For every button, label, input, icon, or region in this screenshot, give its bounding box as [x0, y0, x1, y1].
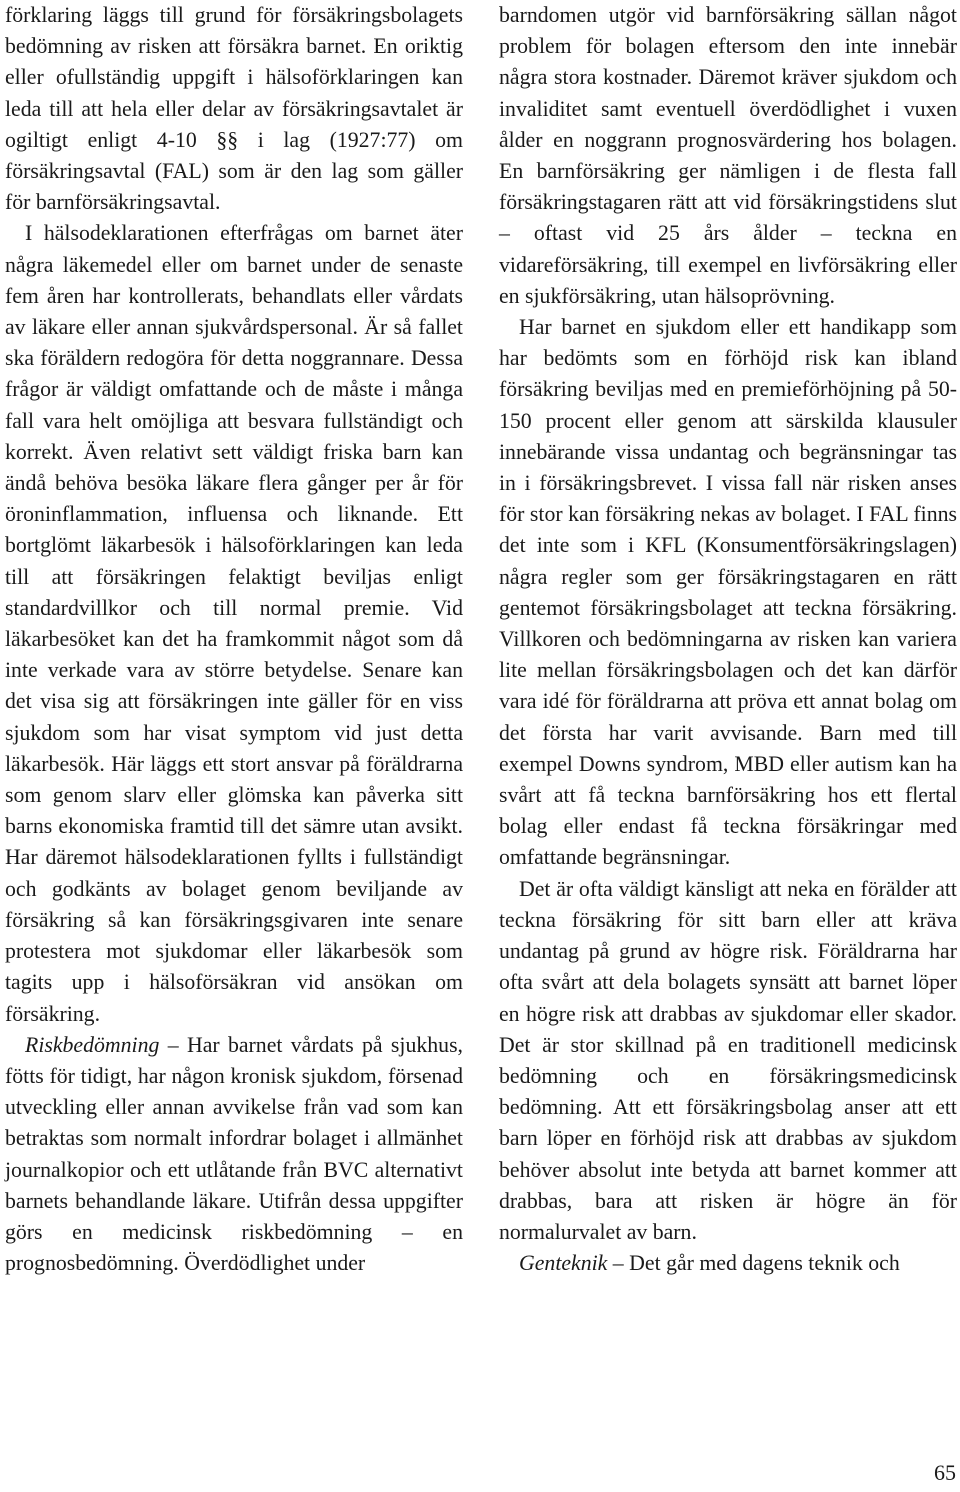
- paragraph-disease-handicap: Har barnet en sjukdom eller ett handikapp som har bedömts som en förhöjd risk kan ibland försäkring beviljas med en premieförhöjning på 50-150 procent eller genom att särskilda klausuler innebärande vissa undantag och begränsningar tas in i försäkringsbrevet. I vissa fall när risken anses för stor kan försäkring nekas av bolaget. I FAL finns det inte som i KFL (Konsumentförsäkringslagen) några regler som ger försäkringstagaren en rätt gentemot försäkringsbolaget att teckna försäkring. Villkoren och bedömningarna av risken kan variera lite mellan försäkringsbolagen och det kan därför vara idé för föräldrarna att pröva ett annat bolag om det första har varit avvisande. Barn med till exempel Downs syndrom, MBD eller autism kan ha svårt att få teckna barnförsäkring hos ett flertal bolag eller endast få teckna försäkringar med omfattande begränsningar.: [499, 315, 957, 870]
- paragraph-health-declaration-intro: förklaring läggs till grund för försäkringsbolagets bedömning av risken att försäkra barnet. En oriktig eller ofullständig uppgift i hälsoförklaringen kan leda till att hela eller delar av försäkringsavtalet är ogiltigt enligt 4-10 §§ i lag (1927:77) om försäkringsavtal (FAL) som är den lag som gäller för barnförsäkringsavtal.: [5, 3, 463, 215]
- right-column: [499, 0, 957, 1279]
- risk-assessment-heading: Riskbedömning: [25, 1032, 160, 1057]
- paragraph-risk-assessment: [5, 1030, 463, 1280]
- paragraph-sensitivity: Det är ofta väldigt känsligt att neka en förälder att teckna försäkring för sitt barn eller att kräva undantag på grund av högre risk. Föräldrarna har ofta svårt att dela bolagets synsätt att barnet löper en högre risk att drabbas av sjukdomar eller skador. Det är stor skillnad på en traditionell medicinsk bedömning och en försäkringsmedicinsk bedömning. Att ett försäkringsbolag anser att ett barn löper en förhöjd risk att drabbas av sjukdom behöver absolut inte betyda att barnet kommer att drabbas, bara att risken är högre än för normalurvalet av barn.: [499, 876, 957, 1244]
- risk-assessment-text: – Har barnet vårdats på sjukhus, fötts för tidigt, har någon kronisk sjukdom, försenad utveckling eller annan avvikelse från vad som kan betraktas som normalt infordrar bolaget i allmänhet journalkopior och ett utlåtande från BVC alternativt barnets behandlande läkare. Utifrån dessa uppgifter görs en medicinsk riskbedömning – en prognosbedömning. Överdödlighet under: [5, 1032, 463, 1276]
- page-number: 65: [934, 1460, 956, 1485]
- paragraph-health-declaration-questions: I hälsodeklarationen efterfrågas om barnet äter några läkemedel eller om barnet under de senaste fem åren har kontrollerats, behandlats eller vårdats av läkare eller annan sjukvårdspersonal. Är så fallet ska föräldern redogöra för detta noggrannare. Dessa frågor är väldigt omfattande och de måste i många fall vara helt omöjliga att besvara fullständigt och korrekt. Även relativt sett väldigt friska barn kan ändå behöva besöka läkare flera gånger per år för öroninflammation, influensa och liknande. Ett bortglömt läkarbesök i hälsoförklaringen kan leda till att försäkringen felaktigt beviljas enligt standardvillkor och till normal premie. Vid läkarbesöket kan det ha framkommit något som då inte verkade vara av större betydelse. Senare kan det visa sig att försäkringen inte gäller för en viss sjukdom som har visat symptom vid just detta läkarbesök. Här läggs ett stort ansvar på föräldrarna som genom slarv eller glömska kan påverka sitt barns ekonomiska framtid till det sämre utan avsikt. Har däremot hälsodeklarationen fyllts i fullständigt och godkänts av bolaget genom beviljande av försäkring så kan försäkringsgivaren inte senare protestera mot sjukdomar eller läkarbesök som tagits upp i hälsoförsäkran vid ansökan om försäkring.: [5, 221, 463, 1026]
- paragraph-childhood-mortality: barndomen utgör vid barnförsäkring sällan något problem för bolagen eftersom den inte innebär några stora kostnader. Däremot kräver sjukdom och invaliditet samt eventuell överdödlighet i vuxen ålder en noggrann prognosvärdering hos bolagen. En barnförsäkring ger nämligen i de flesta fall försäkringstagaren rätt att vid försäkringstidens slut – oftast vid 25 års ålder – teckna en vidareförsäkring, till exempel en livförsäkring eller en sjukförsäkring, utan hälsoprövning.: [499, 3, 957, 308]
- paragraph-gene-technology: [499, 1248, 957, 1279]
- left-column: [5, 0, 463, 1279]
- gene-technology-heading: Genteknik: [519, 1251, 608, 1276]
- gene-technology-text: – Det går med dagens teknik och: [607, 1251, 900, 1276]
